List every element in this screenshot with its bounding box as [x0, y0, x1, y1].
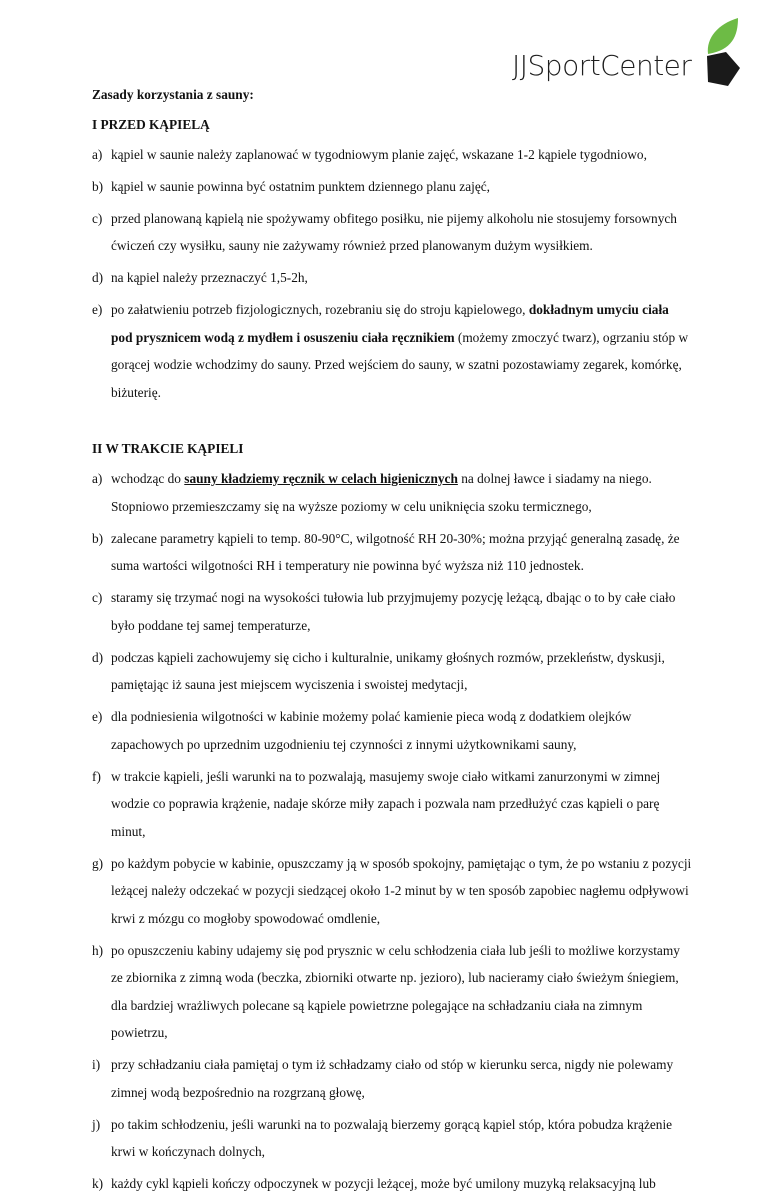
- section-heading: II W TRAKCIE KĄPIELI: [92, 441, 244, 456]
- item-text: zalecane parametry kąpieli to temp. 80-90°C, wilgotność RH 20-30%; można przyjąć generalną zasadę, że suma wartości wilgotności RH i temperatury nie powinna być wyższa niż 110 jednostek.: [111, 530, 680, 573]
- list-item-label: f): [92, 768, 101, 784]
- item-text: po takim schłodzeniu, jeśli warunki na to pozwalają bierzemy gorącą kąpiel stóp, która pobudza krążenie krwi w kończynach dolnych,: [111, 1116, 673, 1159]
- list-item-label: k): [92, 1176, 104, 1191]
- item-text: kąpiel w saunie należy zaplanować w tygodniowym planie zajęć, wskazane 1-2 kąpiele tygodniowo,: [111, 146, 647, 162]
- list-item-label: d): [92, 649, 104, 665]
- item-text: przed planowaną kąpielą nie spożywamy obfitego posiłku, nie pijemy alkoholu nie stosujemy forsownych ćwiczeń czy wysiłku, sauny nie zażywamy również przed planowanym dużym wysiłkiem.: [111, 210, 677, 253]
- list-item: [92, 584, 692, 639]
- list-item-label: a): [92, 471, 103, 486]
- list-item: [92, 141, 692, 169]
- list-item: [92, 296, 692, 406]
- list-item: [92, 937, 692, 1047]
- list-item-label: c): [92, 590, 103, 605]
- logo-leaf-pentagon-icon: [702, 16, 742, 88]
- item-text: dla podniesienia wilgotności w kabinie możemy polać kamienie pieca wodą z dodatkiem olejków zapachowych po uprzednim uzgodnieniu tej czynności z innymi użytkownikami sauny,: [111, 709, 632, 752]
- jjsportcenter-logo: [508, 14, 748, 90]
- list-item: [92, 173, 692, 201]
- item-text: po załatwieniu potrzeb fizjologicznych, rozebraniu się do stroju kąpielowego,: [111, 302, 529, 317]
- list-item-label: e): [92, 709, 103, 724]
- list-item-label: j): [92, 1116, 101, 1132]
- item-text: po każdym pobycie w kabinie, opuszczamy ją w sposób spokojny, pamiętając o tym, że po wstaniu z pozycji leżącej należy odczekać w pozycji siedzącej około 1-2 minut by w ten sposób zapobiec nagłemu odpływowi krwi z mózgu co mogłoby spowodować omdlenie,: [111, 855, 692, 926]
- item-text: (możemy zmoczyć twarz), ogrzaniu stóp w gorącej wodzie wchodzimy do sauny. Przed wejściem do sauny, w szatni pozostawiamy zegarek, komórkę, biżuterię.: [111, 329, 689, 400]
- item-text: na kąpiel należy przeznaczyć 1,5-2h,: [111, 270, 308, 285]
- document-body: [92, 81, 692, 1202]
- list-item-label: g): [92, 855, 104, 871]
- list-item: [92, 1051, 692, 1106]
- item-text: w trakcie kąpieli, jeśli warunki na to pozwalają, masujemy swoje ciało witkami zanurzonymi w zimnej wodzie co poprawia krążenie, nadaje skórze miły zapach i pozwala nam przedłużyć czas kąpieli o parę minut,: [111, 768, 661, 839]
- item-text: wchodząc do: [111, 471, 185, 486]
- list-item-label: d): [92, 270, 104, 285]
- list-item: [92, 1170, 692, 1198]
- list-item-label: b): [92, 530, 104, 546]
- list-item: [92, 264, 692, 292]
- list-item: [92, 465, 692, 520]
- list-item: [92, 763, 692, 846]
- list-item-label: a): [92, 146, 103, 162]
- document-title: Zasady korzystania z sauny:: [92, 87, 254, 102]
- section-heading: I PRZED KĄPIELĄ: [92, 116, 210, 132]
- list-item: [92, 703, 692, 758]
- item-text: przy schładzaniu ciała pamiętaj o tym iż schładzamy ciało od stóp w kierunku serca, nigdy nie polewamy zimnej wodą bezpośrednio na rozgrzaną głowę,: [111, 1057, 674, 1100]
- list-item-label: b): [92, 178, 104, 194]
- list-item-label: e): [92, 302, 103, 317]
- item-text: na dolnej ławce i siadamy na niego. Stopniowo przemieszczamy się na wyższe poziomy w celu uniknięcia szoku termicznego,: [111, 471, 652, 514]
- item-text: staramy się trzymać nogi na wysokości tułowia lub przyjmujemy pozycję leżącą, dbając o to by całe ciało było poddane tej samej temperaturze,: [111, 590, 676, 633]
- list-item: [92, 205, 692, 260]
- list-item-label: c): [92, 210, 103, 226]
- item-text: po opuszczeniu kabiny udajemy się pod prysznic w celu schłodzenia ciała lub jeśli to możliwe korzystamy ze zbiornika z zimną woda (beczka, zbiorniki otwarte np. jezioro), lub nacieramy ciało świeżym śniegiem, dla bardziej wrażliwych polecane są kąpiele powietrzne polegające na schładzaniu ciała na zimnym powietrzu,: [111, 942, 680, 1040]
- list-item-label: i): [92, 1057, 101, 1072]
- logo-wordmark: JJSportCenter: [512, 49, 692, 82]
- emphasized-text: sauny kładziemy ręcznik w celach higienicznych: [184, 471, 458, 486]
- list-item: [92, 525, 692, 580]
- item-text: kąpiel w saunie powinna być ostatnim punktem dziennego planu zajęć,: [111, 178, 490, 194]
- item-text: każdy cykl kąpieli kończy odpoczynek w pozycji leżącej, może być umilony muzyką relaksacyjną lub: [111, 1176, 656, 1191]
- list-item-label: h): [92, 942, 104, 958]
- list-item: [92, 850, 692, 933]
- emphasized-text: dokładnym umyciu ciała pod prysznicem wodą z mydłem i osuszeniu ciała ręcznikiem: [111, 302, 669, 345]
- list-item: [92, 1111, 692, 1166]
- item-text: podczas kąpieli zachowujemy się cicho i kulturalnie, unikamy głośnych rozmów, przekleństw, dyskusji, pamiętając iż sauna jest miejscem wyciszenia i swoistej medytacji,: [111, 649, 665, 692]
- list-item: [92, 644, 692, 699]
